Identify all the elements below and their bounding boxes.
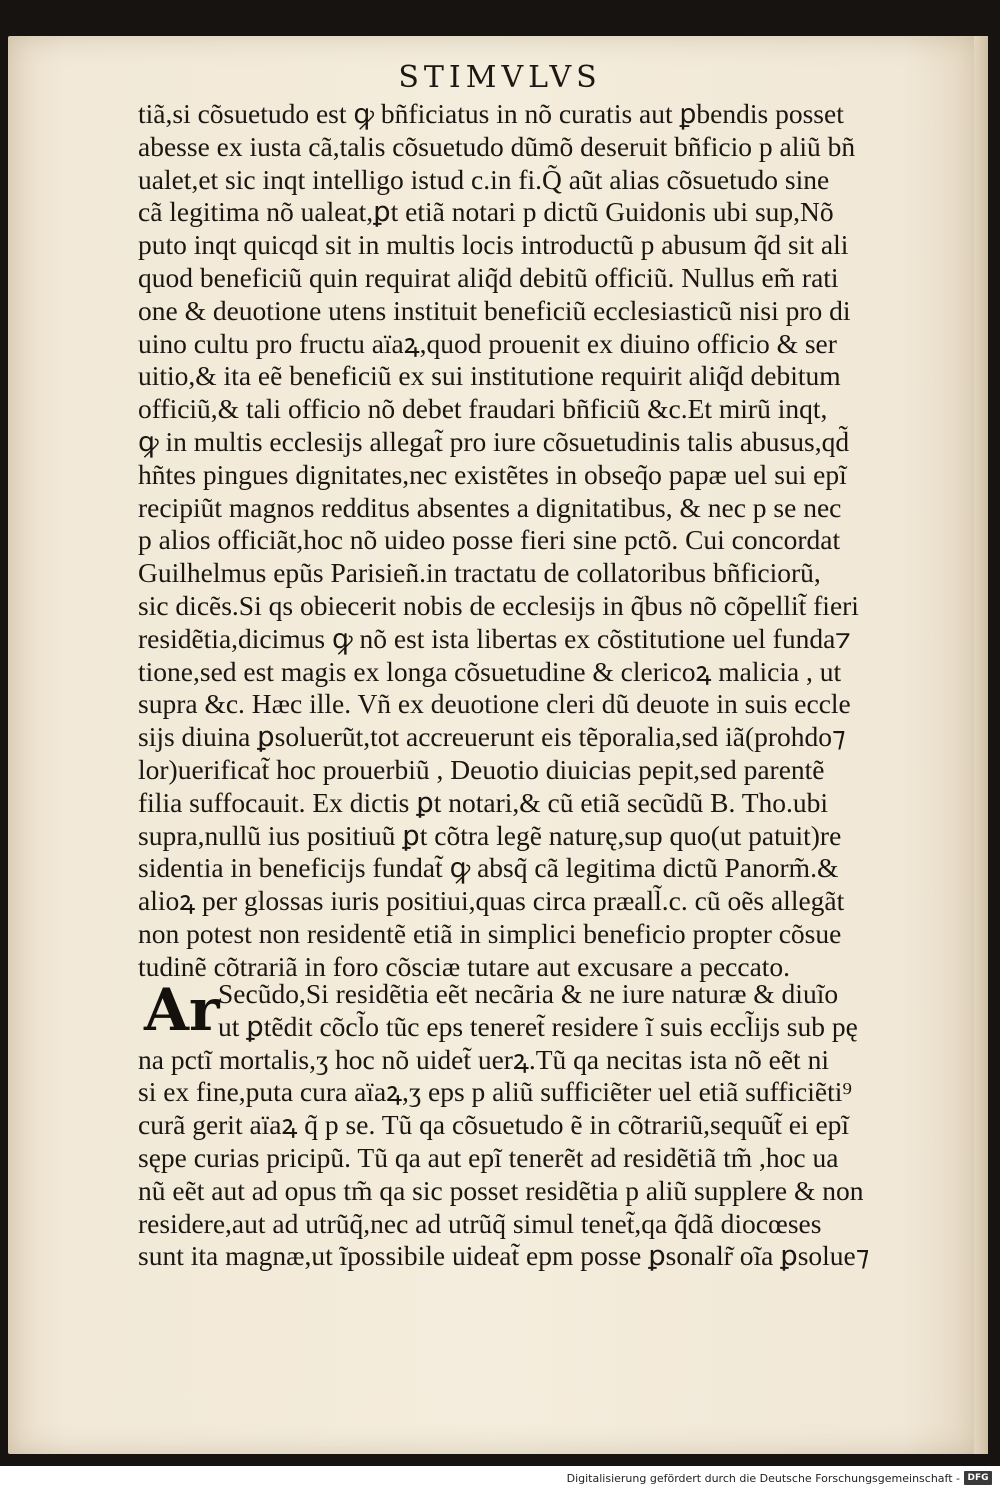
text-line: hñtes pingues dignitates,nec existẽtes in obseq̃o papæ uel sui epĩ xyxy=(138,458,847,490)
text-line: cã legitima nõ ualeat,ꝑt etiã notari p dictũ Guidonis ubi sup,Nõ xyxy=(138,196,834,228)
text-line: supra,nullũ ius positiuũ ꝑt cõtra legẽ naturę,sup quo(ut patuit)re xyxy=(138,819,842,851)
text-line: quod beneficiũ quin requirat aliq̃d debitũ officiũ. Nullus em̃ rati xyxy=(138,261,839,293)
text-line: one & deuotione utens instituit beneficiũ ecclesiasticũ nisi pro di xyxy=(138,294,851,326)
text-line: sijs diuina ꝑsoluerũt,tot accreuerunt eis tẽporalia,sed iã(prohdo⁊ xyxy=(138,721,846,753)
text-line: supra &c. Hæc ille. Vñ ex deuotione cleri dũ deuote in suis eccle xyxy=(138,688,851,720)
text-line: ꝙ in multis ecclesijs allegat̃ pro iure cõsuetudinis talis abusus,qd̃ xyxy=(138,425,850,457)
text-line: lor)uerificat̃ hoc prouerbiũ , Deuotio diuicias pepit,sed parentẽ xyxy=(138,753,825,785)
second-paragraph xyxy=(138,978,928,1273)
text-line: residere,aut ad utrũq̃,nec ad utrũq̃ simul tenet̃,qa q̃dã diocœses xyxy=(138,1207,822,1239)
text-line: tione,sed est magis ex longa cõsuetudine & clericoꝝ malicia , ut xyxy=(138,655,842,687)
text-line: nũ eẽt aut ad opus tm̃ qa sic posset residẽtia p aliũ supplere & non xyxy=(138,1174,864,1206)
text-line: sic dicẽs.Si qs obiecerit nobis de ecclesijs in q̃bus nõ cõpellit̃ fieri xyxy=(138,589,859,621)
text-line: alioꝝ per glossas iuris positiui,quas circa præall̃.c. cũ oẽs allegãt xyxy=(138,885,845,917)
text-line: recipiũt magnos redditus absentes a dignitatibus, & nec p se nec xyxy=(138,491,842,523)
text-line: sunt ita magnæ,ut ĩpossibile uideat̃ epm posse ꝑsonalr̃ oĩa ꝑsolue⁊ xyxy=(138,1240,870,1272)
text-line: tiã,si cõsuetudo est ꝙ bñficiatus in nõ curatis aut ꝑbendis posset xyxy=(138,98,844,129)
initial-letter: Ar xyxy=(144,976,220,1044)
text-line: uitio,& ita eẽ beneficiũ ex sui institutione requirit aliq̃d debitum xyxy=(138,360,841,392)
text-line: curã gerit aïaꝝ q̃ p se. Tũ qa cõsuetudo ẽ in cõtrariũ,sequũt̃ ei epĩ xyxy=(138,1109,850,1141)
text-line: p alios officiãt,hoc nõ uideo posse fieri sine pctõ. Cui concordat xyxy=(138,524,841,556)
text-line: officiũ,& tali officio nõ debet fraudari bñficiũ &c.Et mirũ inqt, xyxy=(138,393,828,425)
text-line: non potest non residentẽ etiã in simplici beneficio propter cõsue xyxy=(138,917,842,949)
page-edge xyxy=(974,36,988,1454)
text-line: Guilhelmus epũs Parisieñ.in tractatu de collatoribus bñficiorũ, xyxy=(138,557,821,589)
text-line: si ex fine,puta cura aïaꝝ,ʒ eps p aliũ sufficiẽter uel etiã sufficiẽti⁹ xyxy=(138,1076,852,1108)
text-line: sidentia in beneficijs fundat̃ ꝙ absq̃ cã legitima dictũ Panorm̃.& xyxy=(138,852,839,884)
text-line: uino cultu pro fructu aïaꝝ,quod prouenit ex diuino officio & ser xyxy=(138,327,837,359)
funding-credit: Digitalisierung gefördert durch die Deutsche Forschungsgemeinschaft - xyxy=(566,1472,960,1485)
main-paragraph xyxy=(138,98,918,984)
text-line: residẽtia,dicimus ꝙ nõ est ista libertas ex cõstitutione uel funda⁊ xyxy=(138,622,852,654)
text-line: Secũdo,Si residẽtia eẽt necãria & ne iure naturæ & diuĩo xyxy=(218,978,839,1009)
text-line: abesse ex iusta cã,talis cõsuetudo dũmõ deseruit bñficio p aliũ bñ xyxy=(138,130,856,162)
text-line: na pctĩ mortalis,ʒ hoc nõ uidet̃ uerꝝ.Tũ qa necitas ista nõ eẽt ni xyxy=(138,1043,829,1075)
text-line: ualet,et sic inqt intelligo istud c.in fi.Q̃ aũt alias cõsuetudo sine xyxy=(138,163,830,195)
text-line: puto inqt quicqd sit in multis locis introductũ p abusum q̃d sit ali xyxy=(138,229,849,261)
running-head: STIMVLVS xyxy=(398,60,602,95)
footer-bar xyxy=(0,1466,1000,1494)
dfg-logo[interactable]: DFG xyxy=(964,1471,992,1485)
text-line: tudinẽ cõtrariã in foro cõsciæ tutare aut excusare a peccato. xyxy=(138,950,791,982)
text-line: sępe curias pricipũ. Tũ qa aut epĩ tenerẽt ad residẽtiã tm̃ ,hoc ua xyxy=(138,1141,839,1173)
text-line: filia suffocauit. Ex dictis ꝑt notari,& cũ etiã secũdũ B. Tho.ubi xyxy=(138,786,829,818)
text-line: ut ꝑtẽdit cõcl̃o tũc eps teneret̃ residere ĩ suis eccl̃ijs sub pę xyxy=(218,1010,858,1042)
